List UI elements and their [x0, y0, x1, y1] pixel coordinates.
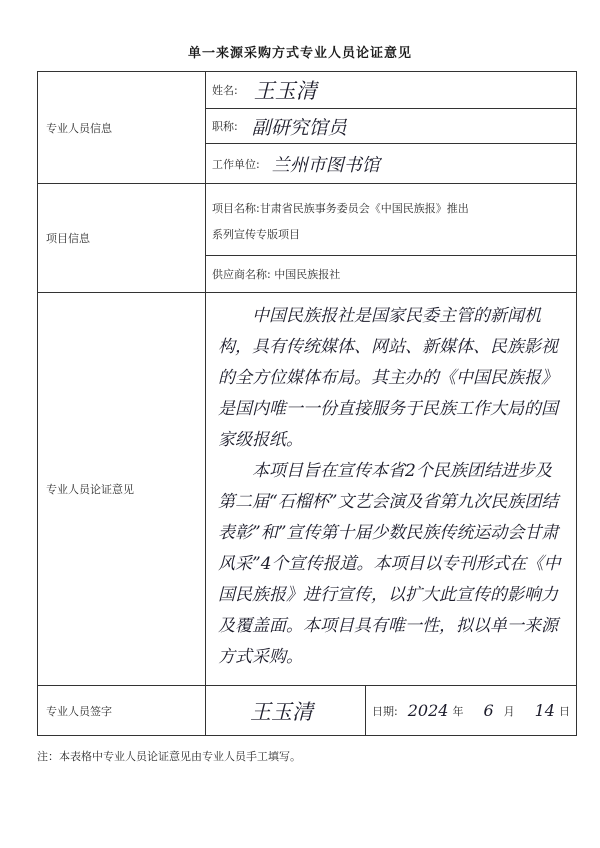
job-title-label: 职称: [212, 120, 238, 133]
workplace-label: 工作单位: [212, 157, 260, 171]
form-title: 单一来源采购方式专业人员论证意见 [187, 46, 412, 61]
project-name-line-2: 系列宣传专版项目 [212, 227, 300, 241]
signature-cell [206, 686, 366, 736]
date-day: 14 [534, 701, 555, 720]
supplier-value: 中国民族报社 [274, 268, 341, 281]
date-year: 2024 [407, 701, 449, 720]
opinion-label: 专业人员论证意见 [38, 293, 206, 686]
signature-label: 专业人员签字 [38, 686, 206, 736]
footnote: 注：本表格中专业人员论证意见由专业人员手工填写。 [37, 750, 301, 763]
name-label: 姓名: [212, 84, 238, 97]
project-info-label: 项目信息 [38, 184, 206, 293]
opinion-form-table [37, 71, 577, 736]
opinion-paragraph-1: 中国民族报社是国家民委主管的新闻机构，具有传统媒体、网站、新媒体、民族影视的全方位媒体布局。其主办的《中国民族报》是国内唯一一份直接服务于民族工作大局的国家级报纸。 [218, 306, 558, 450]
title-row [206, 109, 577, 144]
date-month-unit: 月 [503, 704, 515, 718]
supplier-label: 供应商名称: [212, 268, 271, 281]
name-value: 王玉清 [253, 79, 317, 103]
date-line [366, 701, 576, 720]
opinion-content [206, 293, 577, 686]
workplace-value: 兰州市图书馆 [271, 154, 380, 176]
supplier-row [206, 256, 577, 293]
date-year-unit: 年 [452, 704, 464, 718]
date-month: 6 [483, 701, 494, 720]
opinion-paragraph-2: 本项目旨在宣传本省2个民族团结进步及第二届“石榴杯”文艺会演及省第九次民族团结表彰”和”宣传第十届少数民族传统运动会甘肃风采”4个宣传报道。本项目以专刊形式在《中国民族报》进行宣传，以扩大此宣传的影响力及覆盖面。本项目具有唯一性，拟以单一来源方式采购。 [218, 461, 561, 667]
project-name-line-1 [212, 196, 576, 222]
date-label: 日期: [372, 704, 398, 718]
date-day-unit: 日 [558, 704, 570, 718]
project-name-value-1: 甘肃省民族事务委员会《中国民族报》推出 [259, 201, 469, 215]
signature-value: 王玉清 [250, 699, 313, 724]
name-row [206, 72, 577, 109]
job-title-value: 副研究馆员 [251, 116, 347, 139]
project-name-label: 项目名称: [212, 201, 260, 215]
workplace-row [206, 144, 577, 184]
project-name-row [206, 184, 577, 256]
personnel-info-label: 专业人员信息 [38, 72, 206, 184]
date-cell [366, 686, 577, 736]
